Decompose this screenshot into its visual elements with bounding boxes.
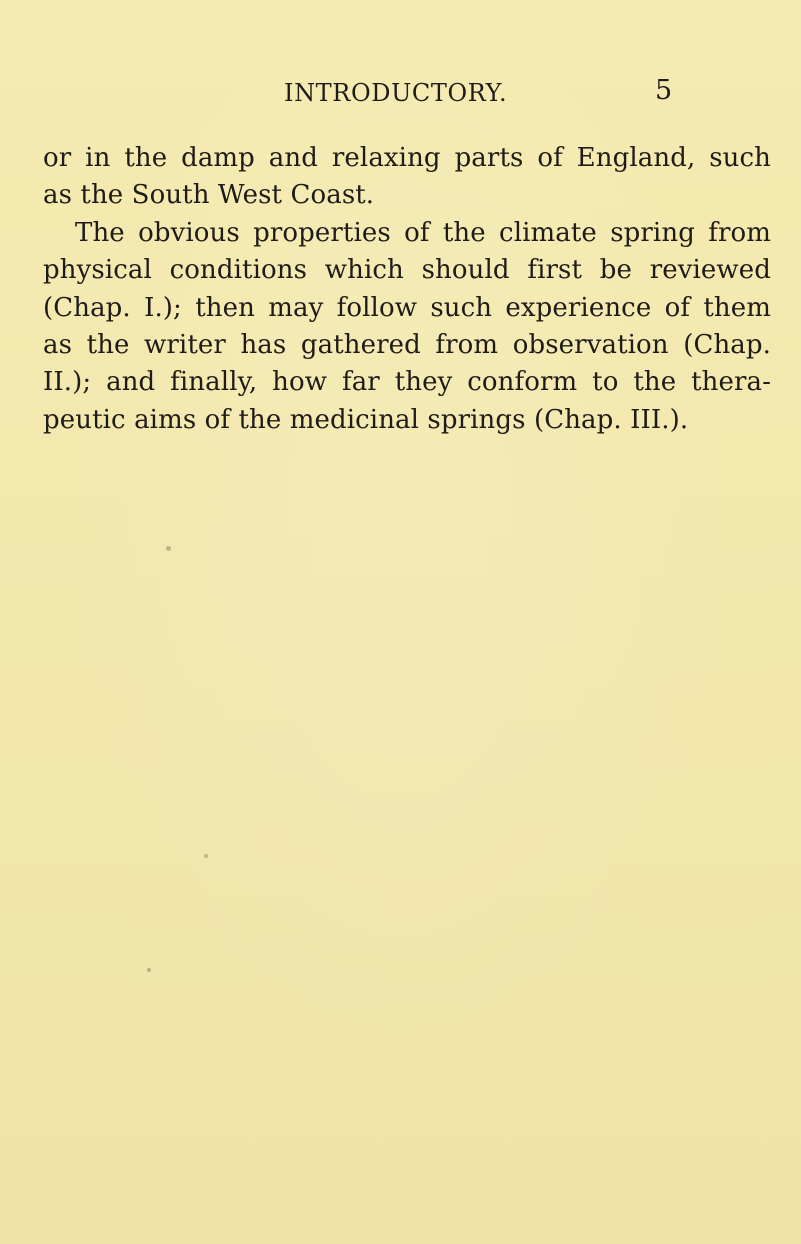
page-number: 5 (655, 75, 673, 106)
page-header (0, 75, 801, 112)
text-line: II.); and finally, how far they conform to the thera- (43, 367, 771, 398)
text-line: physical conditions which should first be reviewed (43, 255, 771, 286)
paper-speck (147, 968, 151, 972)
text-line: peutic aims of the medicinal springs (Chap. III.). (43, 404, 689, 435)
text-line: as the South West Coast. (43, 180, 375, 211)
text-line: The obvious properties of the climate spring from (75, 217, 771, 248)
paper-speck (166, 546, 171, 551)
paper-speck (204, 854, 208, 858)
running-head: INTRODUCTORY. (284, 79, 508, 107)
text-line: (Chap. I.); then may follow such experience of them (43, 292, 771, 323)
page-body (43, 140, 771, 439)
text-line: or in the damp and relaxing parts of England, such (43, 143, 771, 173)
text-line: as the writer has gathered from observation (Chap. (43, 330, 771, 361)
